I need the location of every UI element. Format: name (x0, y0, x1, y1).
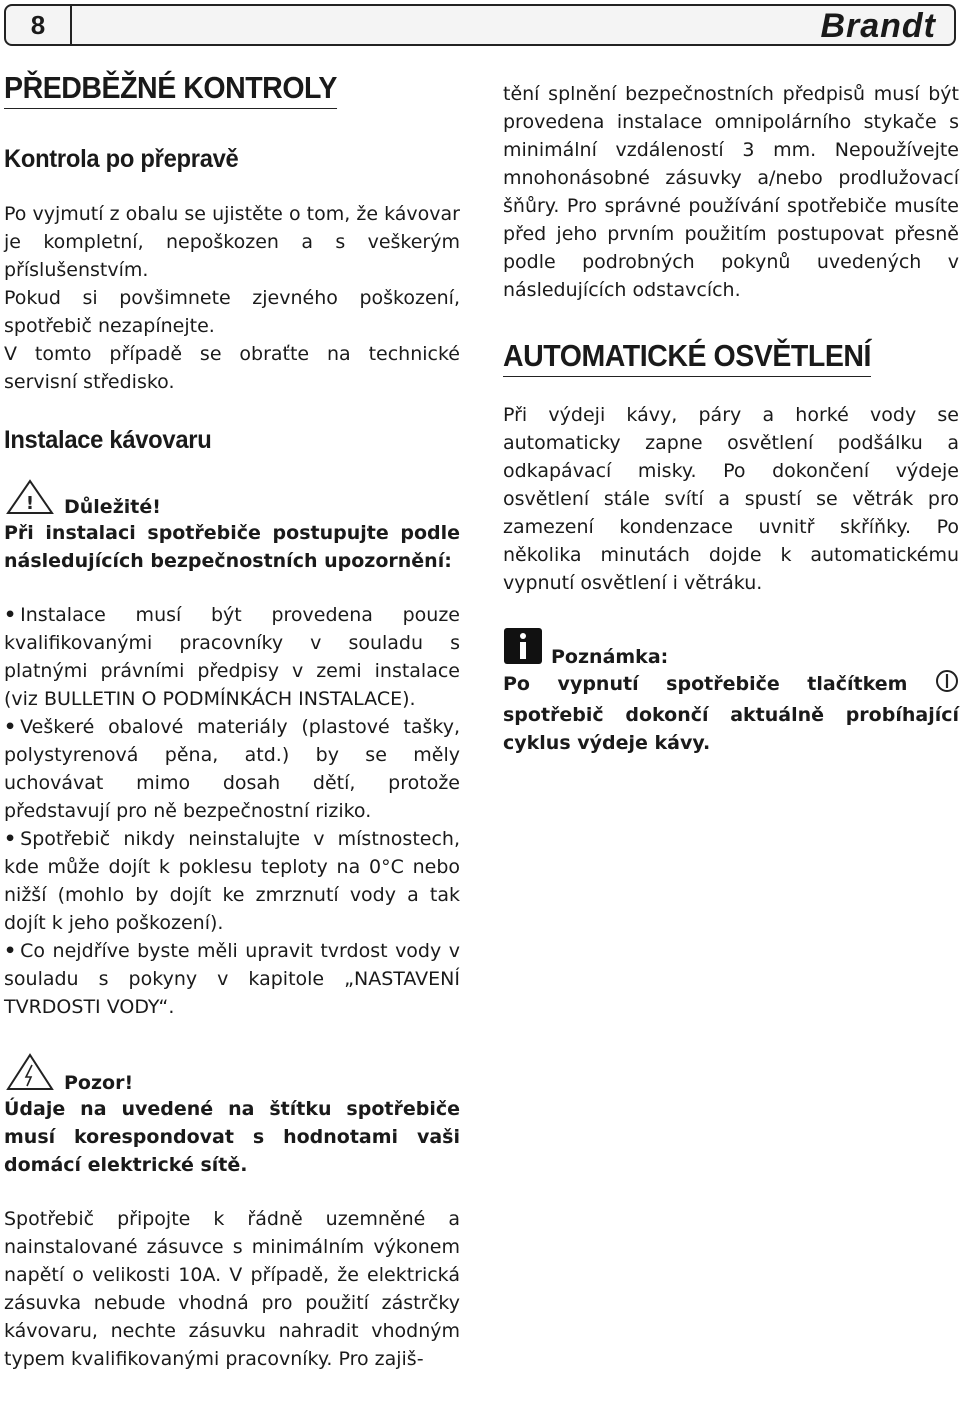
paragraph-power: Spotřebič připojte k řádně uzemněné a nainstalované zásuvce s minimálním výkonem napětí o velikosti 10A. V případě, že elektrická zásuvka nebude vhodná pro použití zástrčky kávovaru, nechte zásuvku nahradit vhodným typem kvalifikovanými pracovníky. Pro zajiš- (4, 1208, 460, 1370)
subheading-transport: Kontrola po přepravě (4, 145, 239, 173)
warning-electric-icon (4, 1053, 56, 1095)
caution-notice (4, 1053, 460, 1095)
paragraph-service: V tomto případě se obraťte na technické servisní středisko. (4, 343, 460, 393)
paragraph-unpack: Po vyjmutí z obalu se ujistěte o tom, že kávovar je kompletní, nepoškozen a s veškerým příslušenstvím. (4, 203, 460, 281)
page-number: 8 (6, 4, 72, 46)
important-text: Při instalaci spotřebiče postupujte podle následujících bezpečnostních upozornění: (4, 522, 460, 572)
bullet-item: • Instalace musí být provedena pouze kvalifikovanými pracovníky v souladu s platnými právními předpisy v zemi instalace (viz BULLETIN O PODMÍNKÁCH INSTALACE). (4, 604, 460, 710)
left-column (4, 70, 460, 1373)
paragraph-damage: Pokud si povšimnete zjevného poškození, spotřebič nezapínejte. (4, 287, 460, 337)
info-icon (503, 627, 543, 669)
section-title-checks: PŘEDBĚŽNÉ KONTROLY (4, 70, 337, 109)
important-label: Důležité! (64, 496, 161, 518)
bullet-item: • Co nejdříve byste měli upravit tvrdost vody v souladu s pokyny v kapitole „NASTAVENÍ TVRDOSTI VODY“. (4, 940, 460, 1018)
section-title-lighting: AUTOMATICKÉ OSVĚTLENÍ (503, 338, 871, 377)
subheading-installation: Instalace kávovaru (4, 426, 212, 454)
caution-label: Pozor! (64, 1072, 134, 1094)
paragraph-safety: tění splnění bezpečnostních předpisů musí být provedena instalace omnipolárního stykače s minimální vzdáleností 3 mm. Nepoužívejte mnohonásobné zásuvky a/nebo prodlužovací šňůry. Pro správné používání spotřebiče musíte před jeho prvním použitím postupovat přesně podle podrobných pokynů uvedených v následujících odstavcích. (503, 83, 959, 301)
right-column (503, 80, 959, 757)
info-notice (503, 627, 959, 669)
page-header (4, 4, 956, 46)
brand-logo: Brandt (820, 7, 936, 45)
bullet-item: • Veškeré obalové materiály (plastové tašky, polystyrenová pěna, atd.) by se měly uchovávat mimo dosah dětí, protože představují pro ně bezpečnostní riziko. (4, 716, 460, 822)
paragraph-lighting: Při výdeji kávy, páry a horké vody se automaticky zapne osvětlení podšálku a odkapávací misky. Po dokončení výdeje osvětlení stále svítí a spustí se větrák pro zamezení kondenzace uvnitř skříňky. Po několika minutách dojde k automatickému vypnutí osvětlení i větráku. (503, 404, 959, 594)
note-label: Poznámka: (551, 646, 669, 668)
bullet-item: • Spotřebič nikdy neinstalujte v místnostech, kde může dojít k poklesu teploty na 0°C nebo nižší (mohlo by dojít ke zmrznutí vody a tak dojít k jeho poškození). (4, 828, 460, 934)
warning-exclamation-icon (4, 479, 56, 519)
svg-text:!: ! (25, 493, 35, 514)
power-button-icon (935, 669, 959, 701)
caution-text: Údaje na uvedené na štítku spotřebiče musí korespondovat s hodnotami vaši domácí elektrické sítě. (4, 1098, 460, 1176)
note-text: Po vypnutí spotřebiče tlačítkem spotřebič dokončí aktuálně probíhající cyklus výdeje kávy. (503, 669, 959, 757)
important-notice (4, 479, 460, 519)
